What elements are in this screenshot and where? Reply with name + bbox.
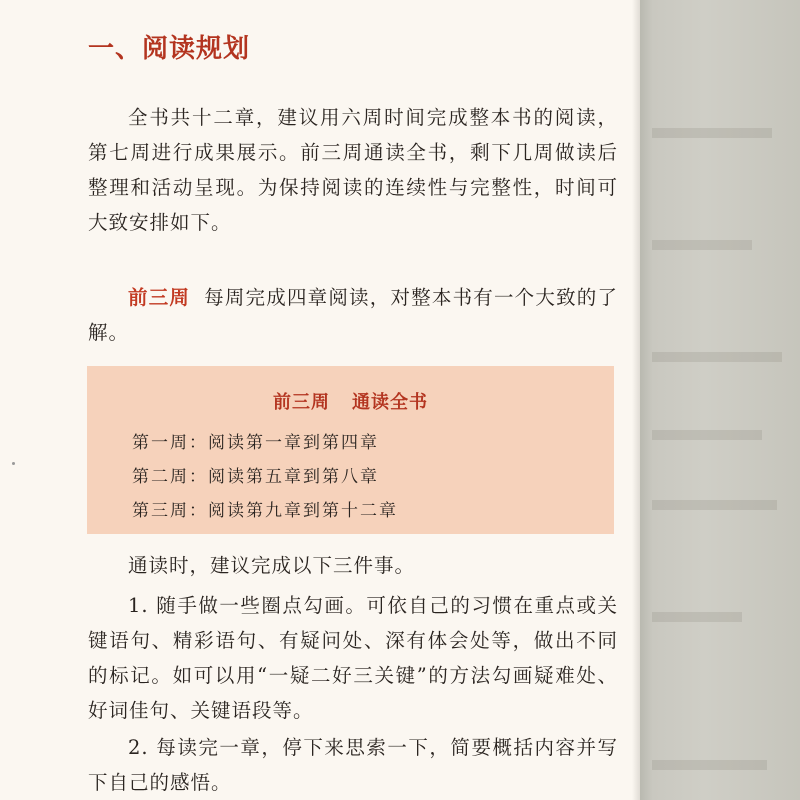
reading-tip-intro: 通读时，建议完成以下三件事。	[128, 554, 416, 577]
ghost-text-line	[652, 240, 752, 250]
plan-item-week3: 第三周：阅读第九章到第十二章	[132, 501, 398, 521]
ghost-text-line	[652, 760, 767, 770]
plan-title-task: 通读全书	[352, 392, 428, 413]
margin-mark	[12, 462, 15, 465]
plan-item-week2: 第二周：阅读第五章到第八章	[132, 467, 379, 487]
first-weeks-paragraph	[88, 280, 618, 350]
plan-item-week1: 第一周：阅读第一章到第四章	[132, 433, 379, 453]
first-weeks-label: 前三周	[128, 286, 191, 309]
ghost-text-line	[652, 128, 772, 138]
ghost-text-line	[652, 352, 782, 362]
ghost-text-line	[652, 500, 777, 510]
adjacent-page	[640, 0, 800, 800]
reading-tip-2: 2. 每读完一章，停下来思索一下，简要概括内容并写下自己的感悟。	[88, 736, 618, 794]
plan-title	[87, 388, 614, 414]
first-weeks-text: 每周完成四章阅读，对整本书有一个大致的了解。	[88, 286, 618, 344]
ghost-text-line	[652, 612, 742, 622]
reading-tip-1: 1. 随手做一些圈点勾画。可依自己的习惯在重点或关键语句、精彩语句、有疑问处、深有体会处等，做出不同的标记。如可以用“一疑二好三关键”的方法勾画疑难处、好词佳句、关键语段等。	[88, 594, 618, 722]
section-heading: 一、阅读规划	[88, 34, 251, 64]
reading-plan-box	[87, 366, 614, 534]
plan-title-period: 前三周	[273, 392, 330, 413]
intro-paragraph: 全书共十二章，建议用六周时间完成整本书的阅读，第七周进行成果展示。前三周通读全书，剩下几周做读后整理和活动呈现。为保持阅读的连续性与完整性，时间可大致安排如下。	[88, 106, 618, 234]
ghost-text-line	[652, 430, 762, 440]
